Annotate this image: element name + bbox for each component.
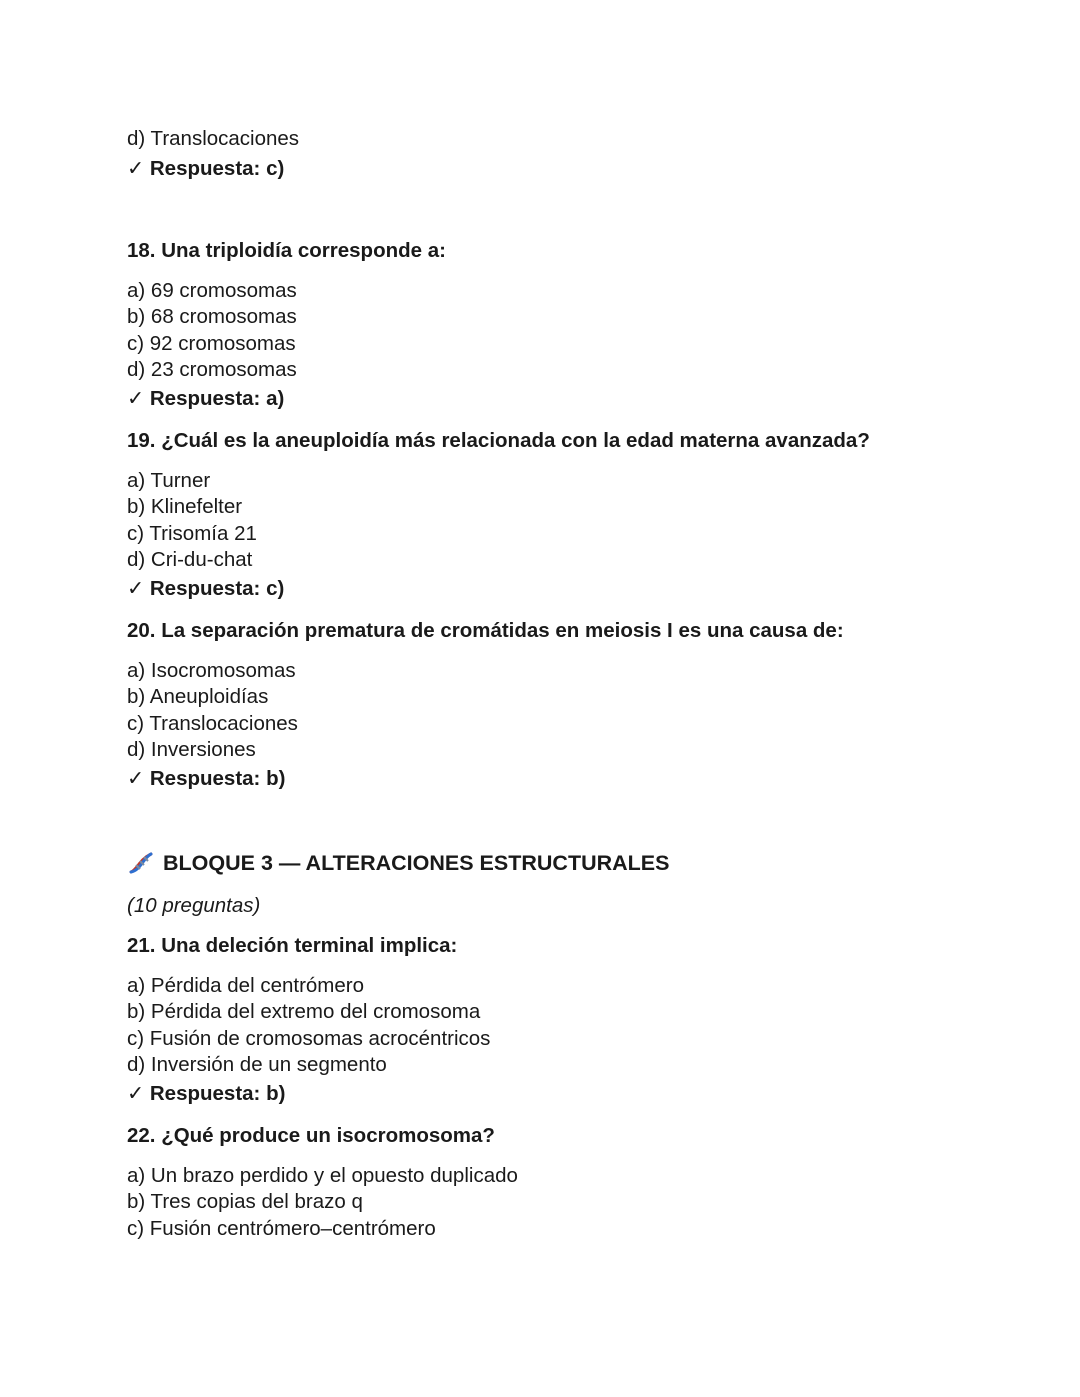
- q18-option-a: a) 69 cromosomas: [127, 279, 297, 302]
- block-3-subtitle: (10 preguntas): [127, 894, 261, 917]
- q18-answer: ✓ Respuesta: a): [127, 387, 285, 410]
- question-21-title: 21. Una deleción terminal implica:: [127, 934, 458, 957]
- q21-option-c: c) Fusión de cromosomas acrocéntricos: [127, 1027, 491, 1050]
- block-3-title: BLOQUE 3 — ALTERACIONES ESTRUCTURALES: [163, 851, 670, 875]
- q18-option-c: c) 92 cromosomas: [127, 332, 296, 355]
- question-22-title: 22. ¿Qué produce un isocromosoma?: [127, 1124, 495, 1147]
- dna-icon: [127, 850, 155, 876]
- q19-option-d: d) Cri-du-chat: [127, 548, 253, 571]
- q20-option-d: d) Inversiones: [127, 738, 256, 761]
- q20-option-c: c) Translocaciones: [127, 712, 298, 735]
- q19-option-b: b) Klinefelter: [127, 495, 243, 518]
- q21-option-a: a) Pérdida del centrómero: [127, 974, 365, 997]
- q20-answer: ✓ Respuesta: b): [127, 767, 286, 790]
- q18-option-d: d) 23 cromosomas: [127, 358, 297, 381]
- q21-answer: ✓ Respuesta: b): [127, 1082, 286, 1105]
- q20-option-b: b) Aneuploidías: [127, 685, 269, 708]
- question-19-title: 19. ¿Cuál es la aneuploidía más relacionada con la edad materna avanzada?: [127, 429, 870, 452]
- question-18-title: 18. Una triploidía corresponde a:: [127, 239, 446, 262]
- q22-option-a: a) Un brazo perdido y el opuesto duplicado: [127, 1164, 518, 1187]
- q20-option-a: a) Isocromosomas: [127, 659, 296, 682]
- q21-option-d: d) Inversión de un segmento: [127, 1053, 387, 1076]
- answer-line: ✓ Respuesta: c): [127, 157, 285, 180]
- q21-option-b: b) Pérdida del extremo del cromosoma: [127, 1000, 481, 1023]
- option-d: d) Translocaciones: [127, 127, 300, 150]
- q18-option-b: b) 68 cromosomas: [127, 305, 297, 328]
- q19-option-c: c) Trisomía 21: [127, 522, 257, 545]
- question-20-title: 20. La separación prematura de cromátidas en meiosis I es una causa de:: [127, 619, 844, 642]
- q22-option-c: c) Fusión centrómero–centrómero: [127, 1217, 436, 1240]
- q19-answer: ✓ Respuesta: c): [127, 577, 285, 600]
- block-3-heading: [127, 850, 669, 876]
- q22-option-b: b) Tres copias del brazo q: [127, 1190, 363, 1213]
- q19-option-a: a) Turner: [127, 469, 211, 492]
